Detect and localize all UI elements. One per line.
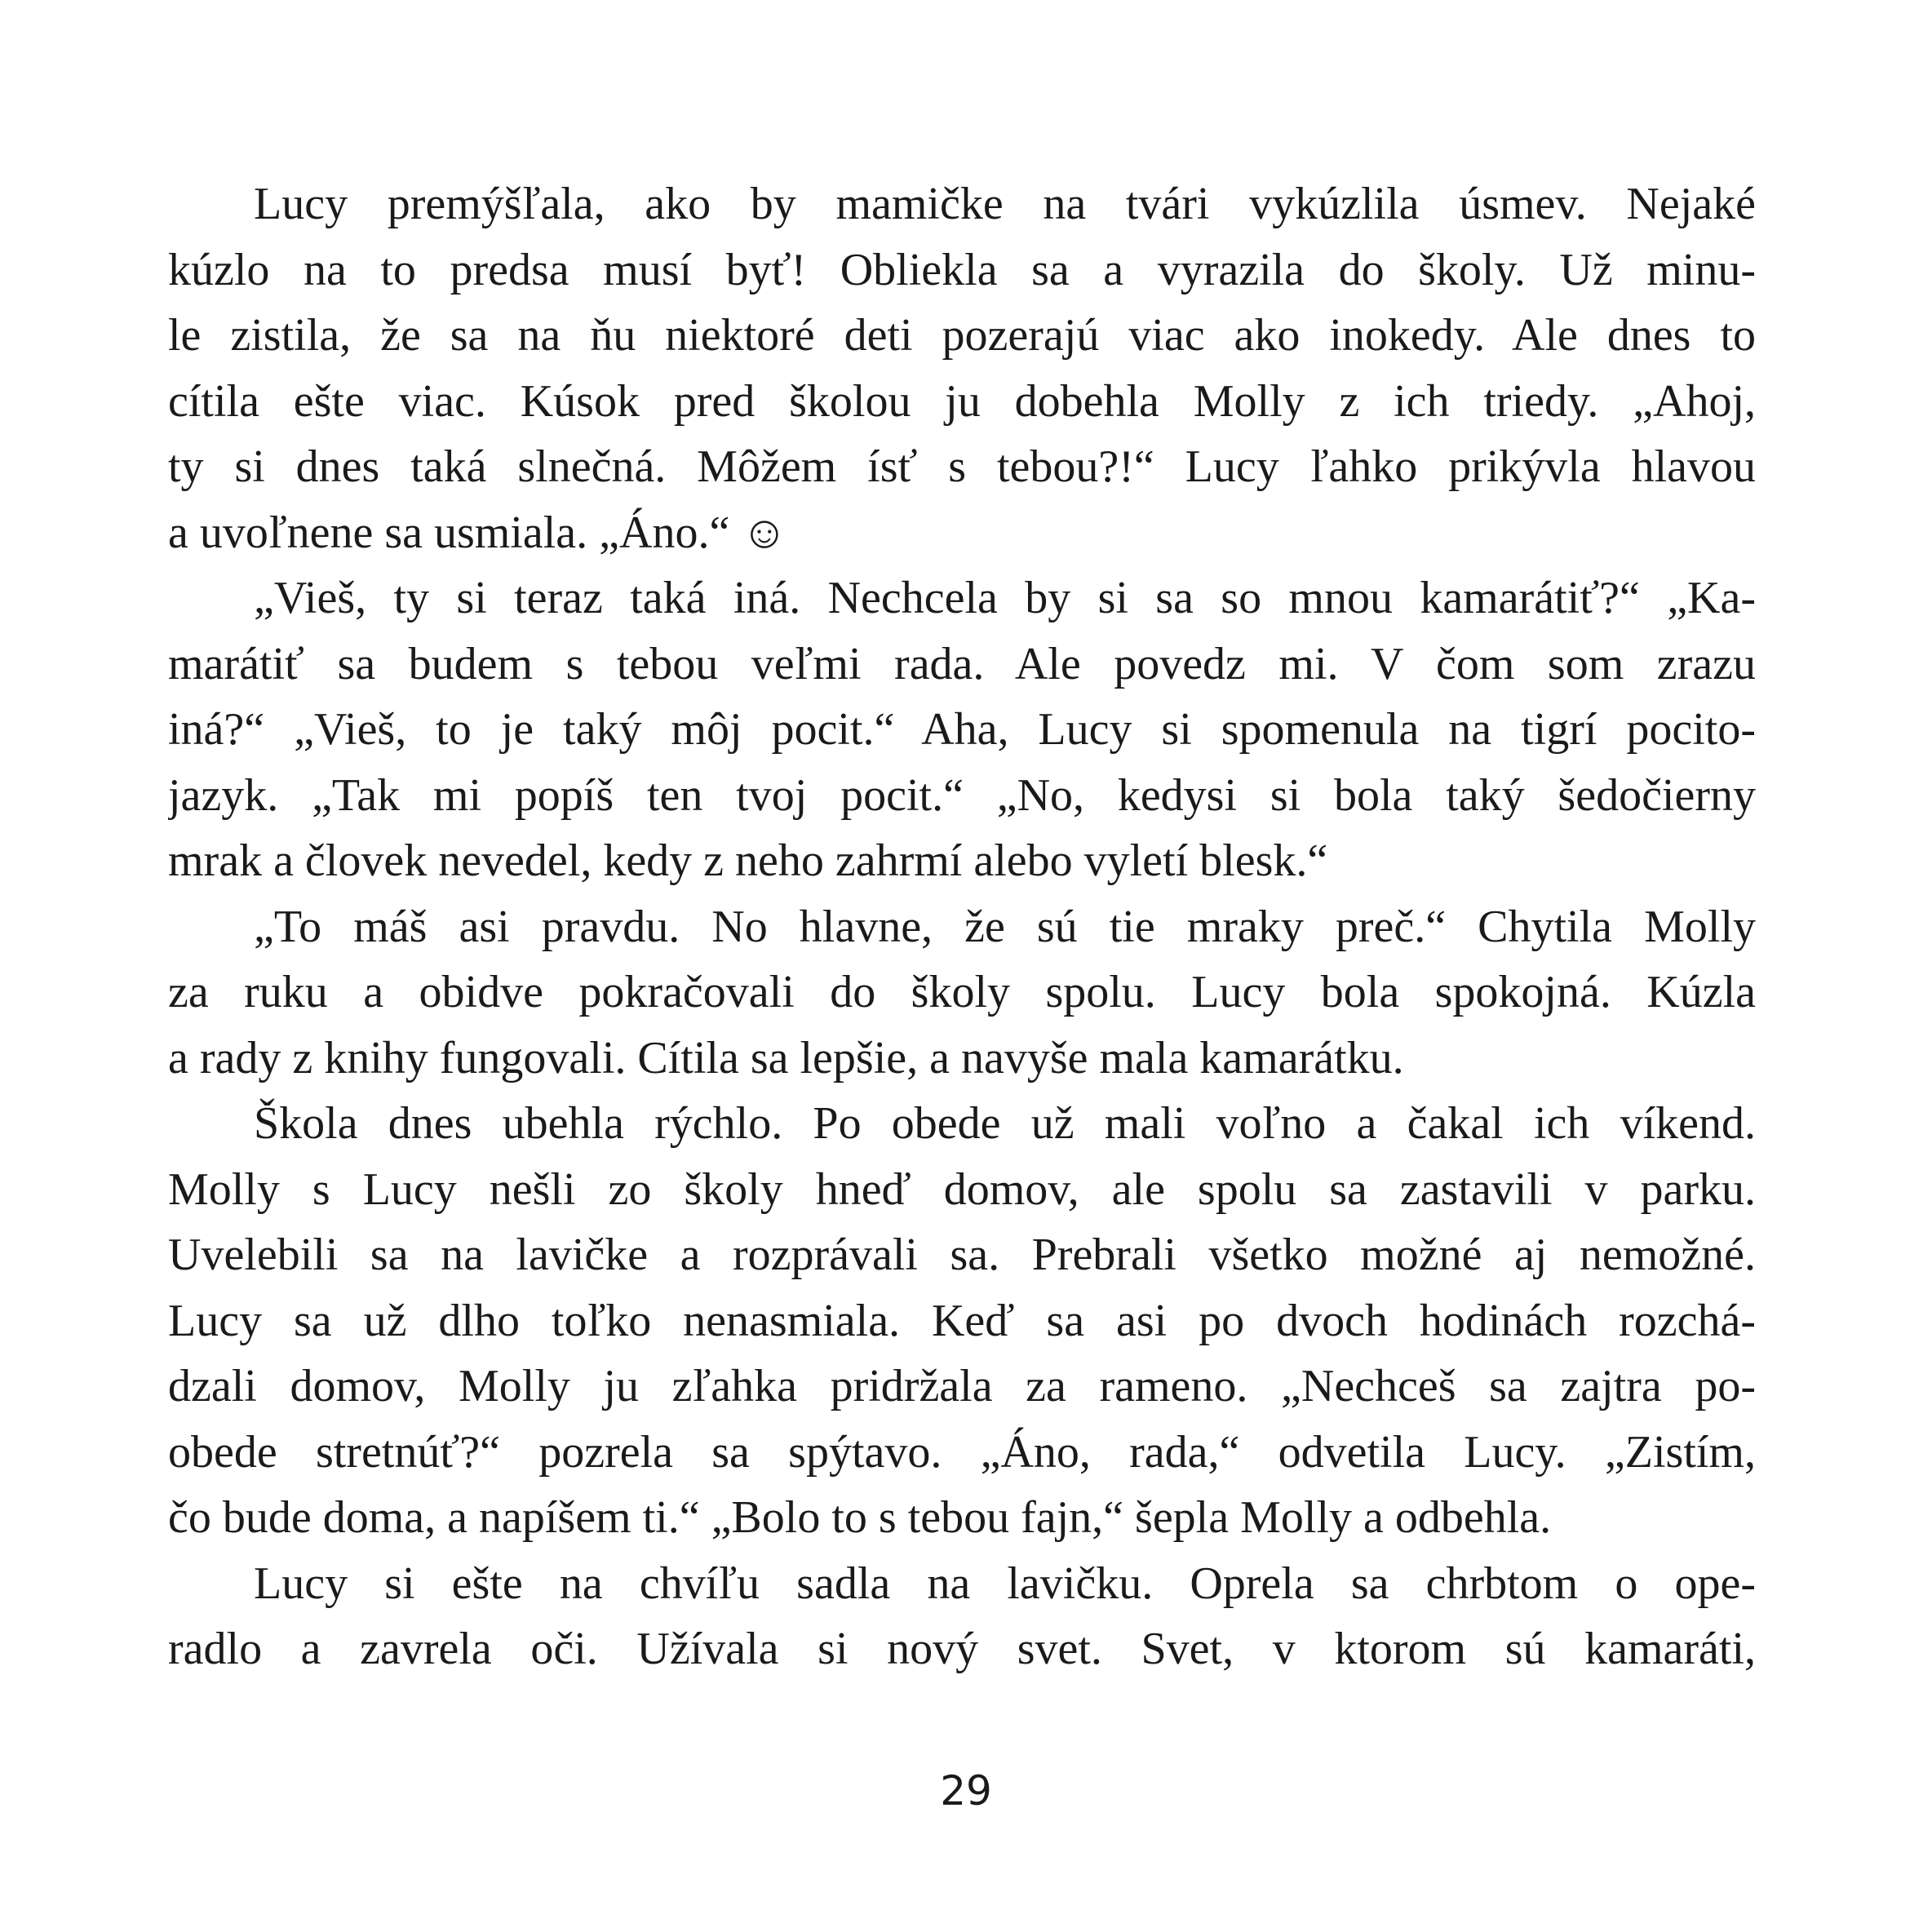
text-line: obede stretnúť?“ pozrela sa spýtavo. „Áno, rada,“ odvetila Lucy. „Zistím, xyxy=(168,1426,1756,1478)
text-line: marátiť sa budem s tebou veľmi rada. Ale povedz mi. V čom som zrazu xyxy=(168,638,1756,689)
text-line: čo bude doma, a napíšem ti.“ „Bolo to s tebou fajn,“ šepla Molly a odbehla. xyxy=(168,1492,1552,1543)
text-line: le zistila, že sa na ňu niektoré deti pozerajú viac ako inokedy. Ale dnes to xyxy=(168,310,1756,361)
text-line: Škola dnes ubehla rýchlo. Po obede už mali voľno a čakal ich víkend. xyxy=(254,1098,1756,1149)
text-line: dzali domov, Molly ju zľahka pridržala za rameno. „Nechceš sa zajtra po- xyxy=(168,1361,1756,1411)
text-line: za ruku a obidve pokračovali do školy spolu. Lucy bola spokojná. Kúzla xyxy=(168,967,1756,1017)
text-line: Molly s Lucy nešli zo školy hneď domov, ale spolu sa zastavili v parku. xyxy=(168,1163,1756,1215)
body-text xyxy=(168,171,1756,1682)
text-line: cítila ešte viac. Kúsok pred školou ju dobehla Molly z ich triedy. „Ahoj, xyxy=(168,375,1756,427)
text-line: Lucy premýšľala, ako by mamičke na tvári vykúzlila úsmev. Nejaké xyxy=(254,179,1756,229)
text-line: a uvoľnene sa usmiala. „Áno.“ ☺ xyxy=(168,507,788,558)
page-number: 29 xyxy=(940,1767,992,1815)
text-line: kúzlo na to predsa musí byť! Obliekla sa a vyrazila do školy. Už minu- xyxy=(168,244,1756,295)
text-line: Lucy si ešte na chvíľu sadla na lavičku. Oprela sa chrbtom o ope- xyxy=(254,1558,1756,1609)
text-line: iná?“ „Vieš, to je taký môj pocit.“ Aha, Lucy si spomenula na tigrí pocito- xyxy=(168,704,1756,755)
text-line: a rady z knihy fungovali. Cítila sa lepšie, a navyše mala kamarátku. xyxy=(168,1032,1404,1083)
text-line: „Vieš, ty si teraz taká iná. Nechcela by si sa so mnou kamarátiť?“ „Ka- xyxy=(254,573,1756,623)
text-line: jazyk. „Tak mi popíš ten tvoj pocit.“ „No, kedysi si bola taký šedočierny xyxy=(168,769,1756,821)
text-line: Uvelebili sa na lavičke a rozprávali sa. Prebrali všetko možné aj nemožné. xyxy=(168,1230,1756,1280)
text-line: „To máš asi pravdu. No hlavne, že sú tie mraky preč.“ Chytila Molly xyxy=(254,901,1756,952)
text-line: radlo a zavrela oči. Užívala si nový svet. Svet, v ktorom sú kamaráti, xyxy=(168,1624,1756,1674)
text-line: Lucy sa už dlho toľko nenasmiala. Keď sa asi po dvoch hodinách rozchá- xyxy=(168,1295,1756,1346)
text-line: mrak a človek nevedel, kedy z neho zahrmí alebo vyletí blesk.“ xyxy=(168,835,1328,886)
text-line: ty si dnes taká slnečná. Môžem ísť s tebou?!“ Lucy ľahko prikývla hlavou xyxy=(168,441,1756,492)
